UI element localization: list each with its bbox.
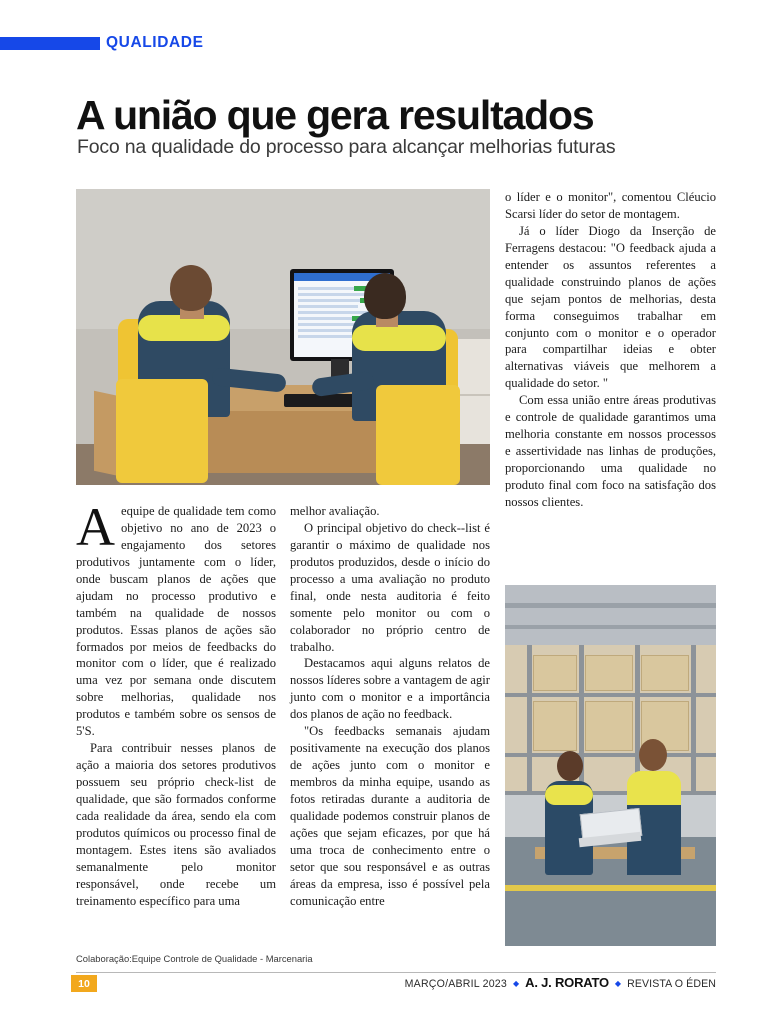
article-paragraph: O principal objetivo do check--list é garantir o máximo de qualidade nos produtos produzidos, desde o início do processo a uma avaliação no produto final, onde nesta auditoria é feito somente pelo monitor ou com o colaborador no próprio centro de trabalho. bbox=[290, 520, 490, 654]
photo-person-left-head bbox=[170, 265, 212, 311]
article-column-1 bbox=[76, 497, 276, 910]
photo2-box bbox=[585, 701, 633, 751]
photo2-person-left-vest bbox=[545, 785, 593, 805]
photo2-box bbox=[533, 655, 577, 691]
article-paragraph: Destacamos aqui alguns relatos de nossos líderes sobre a vantagem de agir junto com o monitor e a importância dos planos de ação no feedback. bbox=[290, 656, 490, 722]
photo2-rack-shelf bbox=[505, 753, 716, 757]
article-paragraph: "Os feedbacks semanais ajudam positivamente na execução dos planos de ações junto com o monitor e membros da minha equipe, usando as fotos retiradas durante a auditoria de qualidade podemos construir planos de ações que sejam eficazes, por que há uma troca de conhecimento entre o setor que sou responsável e as outras áreas da empresa, isso é possível pela comunicação entre bbox=[290, 724, 490, 908]
page-subtitle: Foco na qualidade do processo para alcançar melhorias futuras bbox=[77, 136, 616, 158]
photo2-beam bbox=[505, 603, 716, 608]
photo2-rack-post bbox=[691, 645, 696, 795]
photo2-beam bbox=[505, 625, 716, 629]
photo2-box bbox=[641, 655, 689, 691]
section-kicker bbox=[0, 34, 778, 52]
article-paragraph: melhor avaliação. bbox=[290, 504, 380, 518]
footer-date: MARÇO/ABRIL 2023 bbox=[404, 978, 507, 990]
page-number-badge: 10 bbox=[71, 975, 97, 992]
photo2-box bbox=[585, 655, 633, 691]
photo2-person-left-head bbox=[557, 751, 583, 781]
article-paragraph: Já o líder Diogo da Inserção de Ferragens destacou: "O feedback ajuda a entender os assuntos referentes a qualidade construindo planos de ações que sejam pontos de melhorias, desta forma conseguimos trabalhar em conjunto com o monitor e o operador para compartilhar ideias e obter alternativas viáveis que melhorem a qualidade do setor. " bbox=[505, 223, 716, 391]
photo2-floor-marking bbox=[505, 885, 716, 891]
footer-magazine-name: REVISTA O ÉDEN bbox=[627, 978, 716, 990]
photo2-rack-shelf bbox=[505, 693, 716, 697]
article-paragraph: Com essa união entre áreas produtivas e controle de qualidade garantimos uma melhoria constante em nossos processos e assertividade nas linhas de produções, proporcionando uma qualidade no produto final com foco na satisfação dos nossos clientes. bbox=[505, 393, 716, 509]
article-column-3 bbox=[505, 189, 716, 511]
kicker-label: QUALIDADE bbox=[106, 34, 204, 51]
drop-cap: A bbox=[76, 497, 115, 557]
photo2-rack-post bbox=[527, 645, 532, 795]
photo-person-right-head bbox=[364, 273, 406, 319]
photo2-person-right-head bbox=[639, 739, 667, 771]
article-paragraph: o líder e o monitor", comentou Cléucio Scarsi líder do setor de montagem. bbox=[505, 190, 716, 221]
office-meeting-photo bbox=[76, 189, 490, 485]
footer-divider bbox=[76, 972, 716, 973]
kicker-bar bbox=[0, 37, 100, 50]
photo-chair-left bbox=[116, 379, 208, 483]
diamond-icon: ◆ bbox=[614, 979, 622, 988]
photo-chair-right bbox=[376, 385, 460, 485]
footer-info bbox=[405, 975, 716, 990]
article-paragraph: Para contribuir nesses planos de ação a maioria dos setores produtivos possuem seu próprio check-list de qualidade, que são formados conforme cada realidade da área, sendo ela com produtos químicos ou processo final de montagem. Estes itens são avaliados semanalmente pelo monitor responsável, onde recebe um treinamento específico para uma bbox=[76, 741, 276, 908]
article-paragraph: equipe de qualidade tem como objetivo no ano de 2023 o engajamento dos setores produtivos juntamente com o líder, onde buscam planos de ações que ajudam no processo produtivo e também na qualidade de nossos produtos. Essas planos de ações são formados por meios de feedbacks do monitor com o líder, que é realizado uma vez por semana onde discutem sobre melhorias, qualidade nos produtos e também sobre os sensos de 5'S. bbox=[76, 504, 276, 739]
photo-caption: Colaboração:Equipe Controle de Qualidade - Marcenaria bbox=[76, 953, 313, 964]
article-column-2 bbox=[290, 503, 490, 910]
diamond-icon: ◆ bbox=[512, 979, 520, 988]
factory-floor-photo bbox=[505, 585, 716, 946]
footer-brand: A. J. RORATO bbox=[525, 975, 609, 990]
photo2-ceiling bbox=[505, 585, 716, 645]
photo-person-right-vest bbox=[352, 325, 446, 351]
photo2-box bbox=[533, 701, 577, 751]
photo2-rack-shelf bbox=[505, 791, 716, 795]
page-title: A união que gera resultados bbox=[76, 92, 594, 139]
